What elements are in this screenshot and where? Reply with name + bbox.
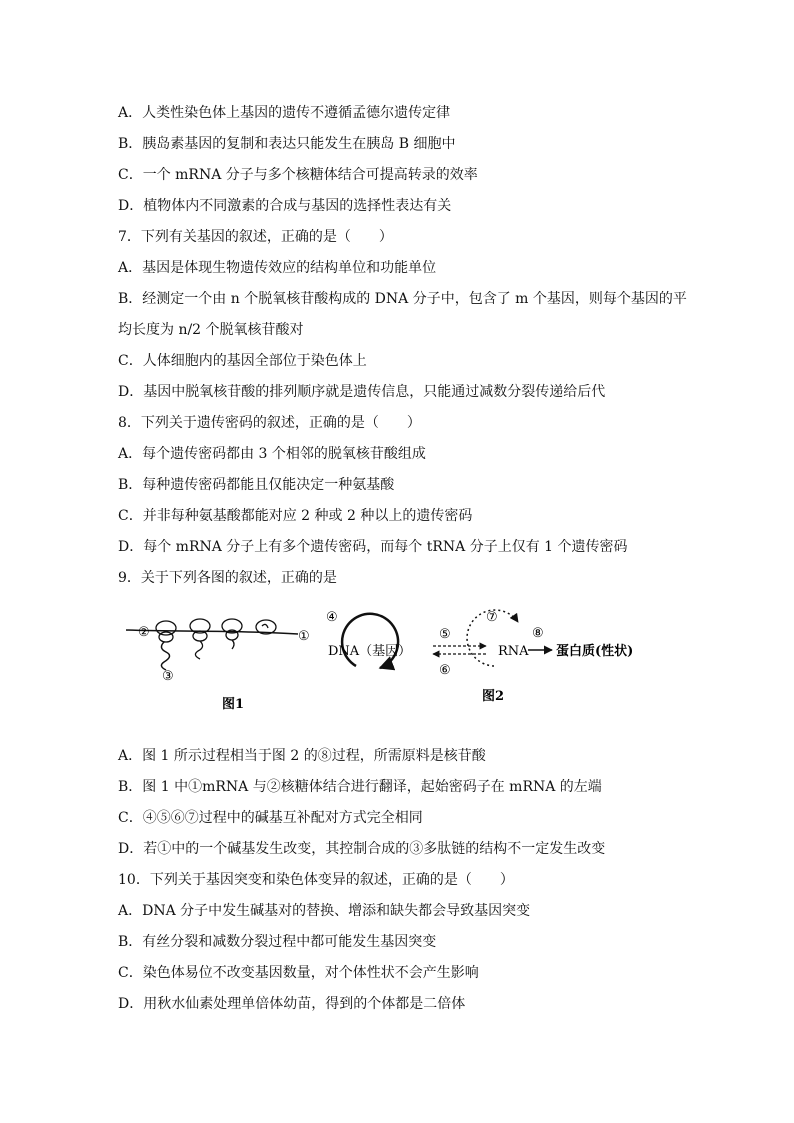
label-transcription: ⑤ bbox=[439, 627, 451, 642]
question-9: 9．关于下列各图的叙述，正确的是 bbox=[118, 570, 337, 586]
ribosome bbox=[222, 619, 242, 640]
protein-label: 蛋白质(性状) bbox=[556, 644, 634, 659]
text-line: C．一个 mRNA 分子与多个核糖体结合可提高转录的效率 bbox=[118, 167, 478, 183]
figure-1-caption: 图1 bbox=[222, 697, 245, 712]
text-line: B．每种遗传密码都能且仅能决定一种氨基酸 bbox=[118, 477, 395, 493]
polypeptide-chain bbox=[232, 640, 234, 649]
label-reverse-transcription: ⑥ bbox=[439, 663, 451, 678]
text-line: B．有丝分裂和减数分裂过程中都可能发生基因突变 bbox=[118, 934, 437, 950]
text-line: D．基因中脱氧核苷酸的排列顺序就是遗传信息，只能通过减数分裂传递给后代 bbox=[118, 384, 606, 400]
text-line: D．用秋水仙素处理单倍体幼苗，得到的个体都是二倍体 bbox=[118, 996, 466, 1012]
text-line: C．并非每种氨基酸都能对应 2 种或 2 种以上的遗传密码 bbox=[118, 508, 473, 524]
text-line: B．图 1 中①mRNA 与②核糖体结合进行翻译，起始密码子在 mRNA 的左端 bbox=[118, 779, 602, 795]
figure-2-caption: 图2 bbox=[482, 689, 505, 704]
label-ribosome: ② bbox=[138, 625, 150, 640]
label-replication: ④ bbox=[326, 610, 338, 625]
figure-1 bbox=[126, 619, 310, 712]
text-line: C．染色体易位不改变基因数量，对个体性状不会产生影响 bbox=[118, 965, 479, 981]
replication-loop bbox=[342, 614, 398, 668]
figure-2 bbox=[326, 610, 633, 704]
text-line: 均长度为 n/2 个脱氧核苷酸对 bbox=[118, 322, 304, 338]
text-line: C．④⑤⑥⑦过程中的碱基互补配对方式完全相同 bbox=[118, 810, 423, 826]
label-polypeptide: ③ bbox=[162, 669, 174, 684]
text-line: D．植物体内不同激素的合成与基因的选择性表达有关 bbox=[118, 198, 452, 214]
text-line: A．DNA 分子中发生碱基对的替换、增添和缺失都会导致基因突变 bbox=[118, 903, 531, 919]
question-7: 7．下列有关基因的叙述，正确的是（ ） bbox=[118, 229, 393, 245]
dna-gene-label: DNA（基因） bbox=[328, 644, 412, 659]
polypeptide-chain bbox=[161, 642, 169, 670]
label-rna-replication: ⑦ bbox=[486, 610, 498, 625]
polypeptide-chain bbox=[195, 641, 202, 659]
question-10: 10．下列关于基因突变和染色体变异的叙述，正确的是（ ） bbox=[118, 872, 514, 888]
rna-label: RNA bbox=[498, 644, 529, 659]
text-line: A．人类性染色体上基因的遗传不遵循孟德尔遗传定律 bbox=[118, 105, 451, 121]
question-8: 8．下列关于遗传密码的叙述，正确的是（ ） bbox=[118, 415, 421, 431]
text-line: A．每个遗传密码都由 3 个相邻的脱氧核苷酸组成 bbox=[118, 446, 426, 462]
label-translation: ⑧ bbox=[532, 626, 544, 641]
ribosome bbox=[190, 619, 210, 641]
text-line: A．基因是体现生物遗传效应的结构单位和功能单位 bbox=[118, 260, 437, 276]
text-line: B．胰岛素基因的复制和表达只能发生在胰岛 B 细胞中 bbox=[118, 136, 456, 152]
text-line: A．图 1 所示过程相当于图 2 的⑧过程，所需原料是核苷酸 bbox=[118, 748, 486, 764]
text-line: B．经测定一个由 n 个脱氧核苷酸构成的 DNA 分子中，包含了 m 个基因，则每个基因的平 bbox=[118, 291, 687, 307]
label-mrna: ① bbox=[298, 629, 310, 644]
figure-9 bbox=[118, 604, 678, 720]
text-line: C．人体细胞内的基因全部位于染色体上 bbox=[118, 353, 367, 369]
text-line: D．每个 mRNA 分子上有多个遗传密码，而每个 tRNA 分子上仅有 1 个遗传密码 bbox=[118, 539, 628, 555]
figure-diagrams bbox=[118, 604, 678, 720]
text-line: D．若①中的一个碱基发生改变，其控制合成的③多肽链的结构不一定发生改变 bbox=[118, 841, 606, 857]
